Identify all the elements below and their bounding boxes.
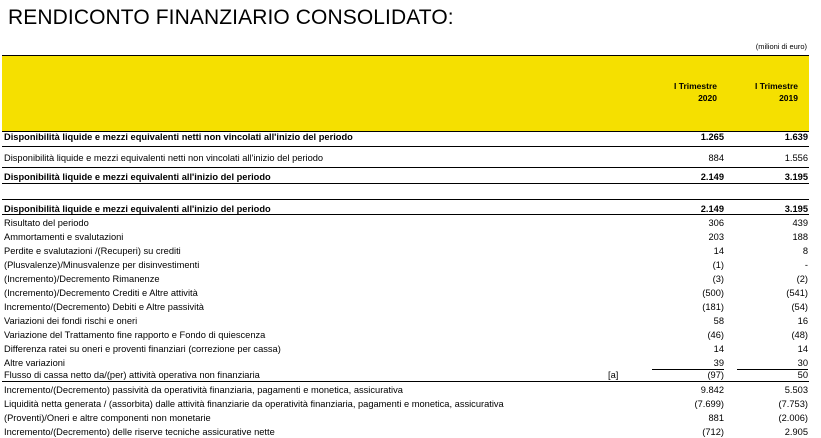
value-2019: 1.639 <box>784 132 808 142</box>
row-label: Risultato del periodo <box>4 218 89 228</box>
value-2020: 306 <box>708 218 724 228</box>
separator-line <box>2 183 809 184</box>
value-2020: 58 <box>713 316 724 326</box>
row-label: Disponibilità liquide e mezzi equivalenti netti non vincolati all'inizio del periodo <box>4 132 353 142</box>
value-2019: (2) <box>796 274 808 284</box>
units-note: (milioni di euro) <box>755 42 807 51</box>
value-2020: (1) <box>712 260 724 270</box>
value-2019: 50 <box>797 370 808 380</box>
value-2019: (541) <box>786 288 808 298</box>
table-row <box>2 273 809 285</box>
row-label: Disponibilità liquide e mezzi equivalenti all'inizio del periodo <box>4 172 271 182</box>
value-2020: (97) <box>707 370 724 380</box>
table-row <box>2 398 809 410</box>
separator-line <box>2 381 809 382</box>
value-2019: (54) <box>791 302 808 312</box>
value-2020: 203 <box>708 232 724 242</box>
table-row <box>2 412 809 424</box>
value-2019: - <box>804 260 808 270</box>
row-label: Incremento/(Decremento) delle riserve tecniche assicurative nette <box>4 427 275 437</box>
table-row <box>2 357 809 369</box>
value-2020: 14 <box>713 246 724 256</box>
value-2019: 5.503 <box>784 385 808 395</box>
table-row <box>2 369 809 381</box>
separator-line <box>2 214 809 215</box>
value-2019: 1.556 <box>784 153 808 163</box>
row-label: Incremento/(Decremento) Debiti e Altre passività <box>4 302 204 312</box>
value-2020: (181) <box>702 302 724 312</box>
value-2020: (712) <box>702 427 724 437</box>
row-label: Differenza ratei su oneri e proventi finanziari (correzione per cassa) <box>4 344 281 354</box>
table-row <box>2 287 809 299</box>
row-label: Ammortamenti e svalutazioni <box>4 232 124 242</box>
column-header-2019-year: 2019 <box>779 93 798 103</box>
column-header-2020 <box>657 80 717 104</box>
row-label: (Plusvalenze)/Minusvalenze per disinvestimenti <box>4 260 200 270</box>
row-label: Variazioni dei fondi rischi e oneri <box>4 316 138 326</box>
table-row <box>2 171 809 183</box>
column-header-2020-year: 2020 <box>698 93 717 103</box>
value-2019: (2.006) <box>778 413 808 423</box>
table-row <box>2 384 809 396</box>
value-2019: 16 <box>797 316 808 326</box>
value-2020: (7.699) <box>694 399 724 409</box>
value-2020: 2.149 <box>700 204 724 214</box>
value-2019: 439 <box>792 218 808 228</box>
row-label: Perdite e svalutazioni /(Recuperi) su crediti <box>4 246 181 256</box>
value-2020: 14 <box>713 344 724 354</box>
subtotal-line-2020 <box>652 369 724 370</box>
row-note: [a] <box>608 370 619 380</box>
table-row <box>2 245 809 257</box>
value-2020: 39 <box>713 358 724 368</box>
row-label: Altre variazioni <box>4 358 65 368</box>
table-row <box>2 315 809 327</box>
value-2020: (46) <box>707 330 724 340</box>
table-row <box>2 343 809 355</box>
value-2020: 884 <box>708 153 724 163</box>
table-row <box>2 217 809 229</box>
column-header-2019 <box>738 80 798 104</box>
column-header-2019-period: I Trimestre <box>755 81 798 91</box>
row-label: Liquidità netta generata / (assorbita) dalle attività finanziarie da operatività finanziaria, pagamenti e monetica, assicurativa <box>4 399 504 409</box>
value-2019: 2.905 <box>784 427 808 437</box>
value-2020: (3) <box>712 274 724 284</box>
value-2020: 881 <box>708 413 724 423</box>
value-2020: (500) <box>702 288 724 298</box>
value-2020: 2.149 <box>700 172 724 182</box>
row-label: (Incremento)/Decremento Crediti e Altre attività <box>4 288 198 298</box>
report-title: RENDICONTO FINANZIARIO CONSOLIDATO: <box>8 6 454 29</box>
row-label: Variazione del Trattamento fine rapporto e Fondo di quiescenza <box>4 330 266 340</box>
row-label: (Proventi)/Oneri e altre componenti non monetarie <box>4 413 211 423</box>
table-row <box>2 259 809 271</box>
value-2020: 9.842 <box>700 385 724 395</box>
column-header-2020-period: I Trimestre <box>674 81 717 91</box>
table-row <box>2 329 809 341</box>
value-2019: 30 <box>797 358 808 368</box>
value-2019: 188 <box>792 232 808 242</box>
table-row <box>2 231 809 243</box>
row-label: Flusso di cassa netto da/(per) attività operativa non finanziaria <box>4 370 260 380</box>
table-row <box>2 426 809 438</box>
value-2019: 14 <box>797 344 808 354</box>
value-2019: 8 <box>802 246 808 256</box>
row-label: Disponibilità liquide e mezzi equivalenti netti non vincolati all'inizio del periodo <box>4 153 324 163</box>
table-row <box>2 131 809 143</box>
separator-line <box>2 167 809 168</box>
subtotal-line-2019 <box>737 369 808 370</box>
value-2020: 1.265 <box>700 132 724 142</box>
row-label: Incremento/(Decremento) passività da operatività finanziaria, pagamenti e monetica, assicurativa <box>4 385 403 395</box>
value-2019: (7.753) <box>778 399 808 409</box>
value-2019: 3.195 <box>784 204 808 214</box>
table-row <box>2 152 809 164</box>
separator-line <box>2 199 809 200</box>
table-row <box>2 301 809 313</box>
value-2019: (48) <box>791 330 808 340</box>
row-label: (Incremento)/Decremento Rimanenze <box>4 274 160 284</box>
value-2019: 3.195 <box>784 172 808 182</box>
separator-line <box>2 146 809 147</box>
row-label: Disponibilità liquide e mezzi equivalenti all'inizio del periodo <box>4 204 271 214</box>
